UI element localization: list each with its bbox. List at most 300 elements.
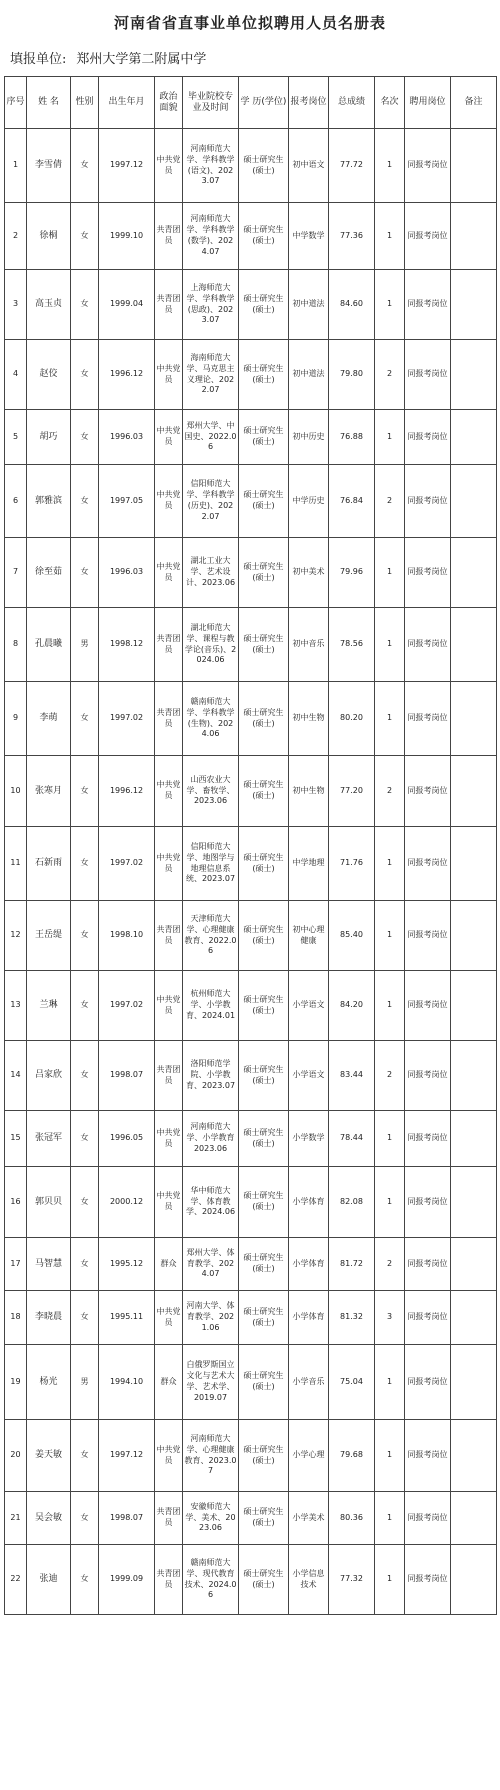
row-hire-post: 同报考岗位 — [405, 340, 451, 410]
row-politics: 中共党员 — [155, 971, 183, 1041]
row-number: 20 — [5, 1420, 27, 1492]
row-gender: 男 — [71, 608, 99, 682]
row-school: 河南师范大学、心理健康教育、2023.07 — [183, 1420, 239, 1492]
row-degree: 硕士研究生(硕士) — [239, 1111, 289, 1167]
row-rank: 1 — [375, 608, 405, 682]
row-gender: 女 — [71, 827, 99, 901]
row-name: 徐至茹 — [27, 538, 71, 608]
row-note — [451, 901, 497, 971]
row-note — [451, 1492, 497, 1545]
row-note — [451, 608, 497, 682]
header-cell: 姓 名 — [27, 77, 71, 129]
row-hire-post: 同报考岗位 — [405, 1111, 451, 1167]
row-score: 79.96 — [329, 538, 375, 608]
row-hire-post: 同报考岗位 — [405, 1041, 451, 1111]
row-rank: 2 — [375, 756, 405, 827]
row-school: 上海师范大学、学科教学(思政)、2023.07 — [183, 270, 239, 340]
table-row — [5, 1041, 497, 1111]
row-number: 16 — [5, 1167, 27, 1238]
row-politics: 群众 — [155, 1238, 183, 1291]
row-number: 18 — [5, 1291, 27, 1345]
row-note — [451, 270, 497, 340]
row-name: 兰琳 — [27, 971, 71, 1041]
row-number: 19 — [5, 1345, 27, 1420]
header-cell: 学 历(学位) — [239, 77, 289, 129]
row-name: 郭雅滨 — [27, 465, 71, 538]
row-post: 初中美术 — [289, 538, 329, 608]
table-row — [5, 129, 497, 203]
row-gender: 女 — [71, 340, 99, 410]
row-number: 1 — [5, 129, 27, 203]
row-score: 84.60 — [329, 270, 375, 340]
row-number: 22 — [5, 1545, 27, 1615]
row-gender: 女 — [71, 1167, 99, 1238]
row-birth: 1998.07 — [99, 1041, 155, 1111]
register-body — [5, 129, 497, 1615]
row-name: 李雪倩 — [27, 129, 71, 203]
row-post: 小学数学 — [289, 1111, 329, 1167]
row-birth: 1999.04 — [99, 270, 155, 340]
table-row — [5, 756, 497, 827]
header-row — [5, 77, 497, 129]
row-birth: 1997.02 — [99, 971, 155, 1041]
row-school: 洛阳师范学院、小学教育、2023.07 — [183, 1041, 239, 1111]
row-gender: 女 — [71, 465, 99, 538]
table-row — [5, 901, 497, 971]
row-name: 张迪 — [27, 1545, 71, 1615]
row-gender: 女 — [71, 1111, 99, 1167]
row-name: 石新雨 — [27, 827, 71, 901]
row-note — [451, 1545, 497, 1615]
row-hire-post: 同报考岗位 — [405, 203, 451, 270]
row-politics: 共青团员 — [155, 203, 183, 270]
row-note — [451, 1291, 497, 1345]
row-name: 赵佼 — [27, 340, 71, 410]
row-number: 17 — [5, 1238, 27, 1291]
row-politics: 中共党员 — [155, 1291, 183, 1345]
row-score: 82.08 — [329, 1167, 375, 1238]
table-row — [5, 608, 497, 682]
table-row — [5, 340, 497, 410]
row-name: 马智慧 — [27, 1238, 71, 1291]
row-rank: 1 — [375, 203, 405, 270]
row-school: 信阳师范大学、学科教学(历史)、2022.07 — [183, 465, 239, 538]
row-degree: 硕士研究生(硕士) — [239, 203, 289, 270]
row-name: 吕家欣 — [27, 1041, 71, 1111]
row-score: 85.40 — [329, 901, 375, 971]
row-name: 杨光 — [27, 1345, 71, 1420]
row-rank: 1 — [375, 1545, 405, 1615]
table-row — [5, 971, 497, 1041]
row-hire-post: 同报考岗位 — [405, 410, 451, 465]
row-politics: 共青团员 — [155, 1545, 183, 1615]
row-number: 10 — [5, 756, 27, 827]
row-gender: 女 — [71, 410, 99, 465]
row-post: 初中心理健康 — [289, 901, 329, 971]
row-number: 6 — [5, 465, 27, 538]
row-post: 小学体育 — [289, 1291, 329, 1345]
row-degree: 硕士研究生(硕士) — [239, 1492, 289, 1545]
table-row — [5, 538, 497, 608]
row-degree: 硕士研究生(硕士) — [239, 538, 289, 608]
row-number: 12 — [5, 901, 27, 971]
row-score: 78.44 — [329, 1111, 375, 1167]
row-hire-post: 同报考岗位 — [405, 270, 451, 340]
row-rank: 1 — [375, 410, 405, 465]
row-name: 胡巧 — [27, 410, 71, 465]
row-hire-post: 同报考岗位 — [405, 971, 451, 1041]
row-rank: 1 — [375, 682, 405, 756]
row-school: 湖北工业大学、艺术设计、2023.06 — [183, 538, 239, 608]
row-degree: 硕士研究生(硕士) — [239, 270, 289, 340]
row-degree: 硕士研究生(硕士) — [239, 340, 289, 410]
header-cell: 毕业院校专业及时间 — [183, 77, 239, 129]
row-note — [451, 340, 497, 410]
header-cell: 政治面貌 — [155, 77, 183, 129]
row-school: 海南师范大学、马克思主义理论、2022.07 — [183, 340, 239, 410]
row-school: 华中师范大学、体育教学、2024.06 — [183, 1167, 239, 1238]
row-politics: 共青团员 — [155, 901, 183, 971]
row-degree: 硕士研究生(硕士) — [239, 1545, 289, 1615]
row-school: 赣南师范大学、现代教育技术、2024.06 — [183, 1545, 239, 1615]
table-row — [5, 1238, 497, 1291]
row-name: 高玉贞 — [27, 270, 71, 340]
row-number: 14 — [5, 1041, 27, 1111]
row-note — [451, 203, 497, 270]
row-degree: 硕士研究生(硕士) — [239, 1291, 289, 1345]
row-degree: 硕士研究生(硕士) — [239, 901, 289, 971]
row-note — [451, 410, 497, 465]
row-degree: 硕士研究生(硕士) — [239, 410, 289, 465]
row-score: 83.44 — [329, 1041, 375, 1111]
row-birth: 1999.09 — [99, 1545, 155, 1615]
header-cell: 性别 — [71, 77, 99, 129]
row-score: 84.20 — [329, 971, 375, 1041]
row-number: 11 — [5, 827, 27, 901]
row-birth: 2000.12 — [99, 1167, 155, 1238]
row-school: 河南师范大学、小学教育2023.06 — [183, 1111, 239, 1167]
row-post: 小学信息技术 — [289, 1545, 329, 1615]
row-post: 小学心理 — [289, 1420, 329, 1492]
table-row — [5, 1420, 497, 1492]
row-note — [451, 1238, 497, 1291]
row-hire-post: 同报考岗位 — [405, 1238, 451, 1291]
row-post: 初中语文 — [289, 129, 329, 203]
row-rank: 3 — [375, 1291, 405, 1345]
row-post: 小学语文 — [289, 1041, 329, 1111]
header-cell: 出生年月 — [99, 77, 155, 129]
row-school: 郑州大学、体育教学、2024.07 — [183, 1238, 239, 1291]
row-name: 张寒月 — [27, 756, 71, 827]
row-degree: 硕士研究生(硕士) — [239, 465, 289, 538]
row-note — [451, 538, 497, 608]
row-score: 71.76 — [329, 827, 375, 901]
row-politics: 中共党员 — [155, 756, 183, 827]
table-row — [5, 465, 497, 538]
row-hire-post: 同报考岗位 — [405, 901, 451, 971]
row-degree: 硕士研究生(硕士) — [239, 827, 289, 901]
row-birth: 1997.12 — [99, 1420, 155, 1492]
table-row — [5, 1291, 497, 1345]
row-rank: 1 — [375, 971, 405, 1041]
row-birth: 1996.12 — [99, 756, 155, 827]
row-score: 77.32 — [329, 1545, 375, 1615]
row-score: 79.80 — [329, 340, 375, 410]
row-degree: 硕士研究生(硕士) — [239, 1345, 289, 1420]
row-score: 77.20 — [329, 756, 375, 827]
table-row — [5, 270, 497, 340]
row-politics: 共青团员 — [155, 1041, 183, 1111]
row-hire-post: 同报考岗位 — [405, 608, 451, 682]
header-cell: 总成绩 — [329, 77, 375, 129]
row-hire-post: 同报考岗位 — [405, 1545, 451, 1615]
unit-line — [10, 48, 216, 67]
row-politics: 共青团员 — [155, 682, 183, 756]
row-birth: 1998.12 — [99, 608, 155, 682]
row-note — [451, 1041, 497, 1111]
table-row — [5, 1167, 497, 1238]
row-score: 81.72 — [329, 1238, 375, 1291]
row-school: 白俄罗斯国立文化与艺术大学、艺术学、2019.07 — [183, 1345, 239, 1420]
row-post: 中学数学 — [289, 203, 329, 270]
header-cell: 名次 — [375, 77, 405, 129]
table-row — [5, 1492, 497, 1545]
row-number: 15 — [5, 1111, 27, 1167]
row-post: 小学体育 — [289, 1238, 329, 1291]
row-post: 小学美术 — [289, 1492, 329, 1545]
row-gender: 女 — [71, 1238, 99, 1291]
row-post: 初中道法 — [289, 270, 329, 340]
row-school: 湖北师范大学、课程与教学论(音乐)、2024.06 — [183, 608, 239, 682]
row-number: 2 — [5, 203, 27, 270]
row-degree: 硕士研究生(硕士) — [239, 1238, 289, 1291]
row-rank: 1 — [375, 1111, 405, 1167]
row-politics: 中共党员 — [155, 410, 183, 465]
row-school: 信阳师范大学、地图学与地理信息系统、2023.07 — [183, 827, 239, 901]
row-score: 76.88 — [329, 410, 375, 465]
row-birth: 1997.02 — [99, 682, 155, 756]
row-number: 3 — [5, 270, 27, 340]
row-post: 初中历史 — [289, 410, 329, 465]
row-birth: 1994.10 — [99, 1345, 155, 1420]
row-school: 安徽师范大学、美术、2023.06 — [183, 1492, 239, 1545]
row-rank: 1 — [375, 1167, 405, 1238]
row-politics: 中共党员 — [155, 129, 183, 203]
row-number: 8 — [5, 608, 27, 682]
row-score: 75.04 — [329, 1345, 375, 1420]
row-hire-post: 同报考岗位 — [405, 1291, 451, 1345]
row-school: 赣南师范大学、学科教学(生物)、2024.06 — [183, 682, 239, 756]
row-score: 79.68 — [329, 1420, 375, 1492]
row-school: 天津师范大学、心理健康教育、2022.06 — [183, 901, 239, 971]
row-birth: 1996.12 — [99, 340, 155, 410]
row-name: 吴会敏 — [27, 1492, 71, 1545]
row-gender: 男 — [71, 1345, 99, 1420]
row-politics: 中共党员 — [155, 827, 183, 901]
row-rank: 2 — [375, 340, 405, 410]
table-row — [5, 827, 497, 901]
row-school: 郑州大学、中国史、2022.06 — [183, 410, 239, 465]
row-rank: 1 — [375, 827, 405, 901]
row-birth: 1998.10 — [99, 901, 155, 971]
row-birth: 1997.05 — [99, 465, 155, 538]
row-number: 5 — [5, 410, 27, 465]
row-birth: 1997.12 — [99, 129, 155, 203]
row-school: 山西农业大学、畜牧学、2023.06 — [183, 756, 239, 827]
row-hire-post: 同报考岗位 — [405, 682, 451, 756]
row-number: 4 — [5, 340, 27, 410]
row-gender: 女 — [71, 1492, 99, 1545]
row-degree: 硕士研究生(硕士) — [239, 1420, 289, 1492]
row-politics: 共青团员 — [155, 608, 183, 682]
row-name: 姜天敏 — [27, 1420, 71, 1492]
header-cell: 聘用岗位 — [405, 77, 451, 129]
table-row — [5, 1345, 497, 1420]
row-gender: 女 — [71, 1291, 99, 1345]
document-title: 河南省省直事业单位拟聘用人员名册表 — [113, 14, 386, 32]
row-note — [451, 971, 497, 1041]
row-politics: 中共党员 — [155, 465, 183, 538]
row-rank: 1 — [375, 270, 405, 340]
header-cell: 备注 — [451, 77, 497, 129]
row-politics: 中共党员 — [155, 340, 183, 410]
header-cell: 报考岗位 — [289, 77, 329, 129]
row-school: 河南师范大学、学科教学(语文)、2023.07 — [183, 129, 239, 203]
row-politics: 共青团员 — [155, 1492, 183, 1545]
row-post: 小学体育 — [289, 1167, 329, 1238]
register-table — [4, 76, 497, 1615]
row-politics: 中共党员 — [155, 1111, 183, 1167]
row-score: 78.56 — [329, 608, 375, 682]
row-degree: 硕士研究生(硕士) — [239, 682, 289, 756]
row-name: 张冠军 — [27, 1111, 71, 1167]
row-score: 80.36 — [329, 1492, 375, 1545]
header-cell: 序号 — [5, 77, 27, 129]
row-gender: 女 — [71, 1420, 99, 1492]
row-birth: 1997.02 — [99, 827, 155, 901]
row-rank: 1 — [375, 1345, 405, 1420]
row-birth: 1996.05 — [99, 1111, 155, 1167]
table-row — [5, 682, 497, 756]
row-hire-post: 同报考岗位 — [405, 129, 451, 203]
row-birth: 1995.12 — [99, 1238, 155, 1291]
row-note — [451, 1111, 497, 1167]
row-note — [451, 465, 497, 538]
table-row — [5, 1111, 497, 1167]
row-note — [451, 1420, 497, 1492]
row-number: 13 — [5, 971, 27, 1041]
row-birth: 1996.03 — [99, 538, 155, 608]
row-post: 小学音乐 — [289, 1345, 329, 1420]
row-birth: 1995.11 — [99, 1291, 155, 1345]
row-post: 初中生物 — [289, 682, 329, 756]
row-gender: 女 — [71, 682, 99, 756]
row-post: 小学语文 — [289, 971, 329, 1041]
row-score: 76.84 — [329, 465, 375, 538]
row-rank: 1 — [375, 901, 405, 971]
row-rank: 2 — [375, 1238, 405, 1291]
row-birth: 1998.07 — [99, 1492, 155, 1545]
row-score: 80.20 — [329, 682, 375, 756]
row-score: 77.36 — [329, 203, 375, 270]
row-degree: 硕士研究生(硕士) — [239, 1167, 289, 1238]
row-rank: 1 — [375, 129, 405, 203]
row-gender: 女 — [71, 756, 99, 827]
row-school: 河南大学、体育教学、2021.06 — [183, 1291, 239, 1345]
row-politics: 中共党员 — [155, 1167, 183, 1238]
row-gender: 女 — [71, 1545, 99, 1615]
row-rank: 1 — [375, 1492, 405, 1545]
row-rank: 2 — [375, 465, 405, 538]
row-birth: 1996.03 — [99, 410, 155, 465]
row-note — [451, 1167, 497, 1238]
row-score: 81.32 — [329, 1291, 375, 1345]
row-degree: 硕士研究生(硕士) — [239, 129, 289, 203]
row-degree: 硕士研究生(硕士) — [239, 1041, 289, 1111]
row-name: 李晓晨 — [27, 1291, 71, 1345]
row-hire-post: 同报考岗位 — [405, 538, 451, 608]
table-row — [5, 1545, 497, 1615]
row-gender: 女 — [71, 538, 99, 608]
row-post: 初中生物 — [289, 756, 329, 827]
row-rank: 1 — [375, 1420, 405, 1492]
row-post: 初中道法 — [289, 340, 329, 410]
row-degree: 硕士研究生(硕士) — [239, 971, 289, 1041]
row-hire-post: 同报考岗位 — [405, 756, 451, 827]
table-row — [5, 410, 497, 465]
row-gender: 女 — [71, 1041, 99, 1111]
row-gender: 女 — [71, 270, 99, 340]
row-note — [451, 129, 497, 203]
unit-name: 郑州大学第二附属中学 — [76, 52, 207, 67]
row-politics: 中共党员 — [155, 538, 183, 608]
row-note — [451, 1345, 497, 1420]
row-hire-post: 同报考岗位 — [405, 1420, 451, 1492]
row-gender: 女 — [71, 203, 99, 270]
row-post: 初中音乐 — [289, 608, 329, 682]
row-note — [451, 682, 497, 756]
row-degree: 硕士研究生(硕士) — [239, 756, 289, 827]
row-name: 李萌 — [27, 682, 71, 756]
row-post: 中学地理 — [289, 827, 329, 901]
row-school: 河南师范大学、学科教学(数学)、2024.07 — [183, 203, 239, 270]
row-degree: 硕士研究生(硕士) — [239, 608, 289, 682]
row-birth: 1999.10 — [99, 203, 155, 270]
table-row — [5, 203, 497, 270]
row-politics: 共青团员 — [155, 270, 183, 340]
row-school: 杭州师范大学、小学教育、2024.01 — [183, 971, 239, 1041]
row-hire-post: 同报考岗位 — [405, 465, 451, 538]
row-score: 77.72 — [329, 129, 375, 203]
row-hire-post: 同报考岗位 — [405, 827, 451, 901]
row-gender: 女 — [71, 971, 99, 1041]
row-number: 7 — [5, 538, 27, 608]
row-politics: 中共党员 — [155, 1420, 183, 1492]
row-number: 9 — [5, 682, 27, 756]
row-hire-post: 同报考岗位 — [405, 1492, 451, 1545]
row-name: 孔晨曦 — [27, 608, 71, 682]
row-name: 徐桐 — [27, 203, 71, 270]
row-rank: 2 — [375, 1041, 405, 1111]
row-post: 中学历史 — [289, 465, 329, 538]
row-note — [451, 756, 497, 827]
row-note — [451, 827, 497, 901]
row-hire-post: 同报考岗位 — [405, 1167, 451, 1238]
row-gender: 女 — [71, 129, 99, 203]
row-rank: 1 — [375, 538, 405, 608]
row-name: 王岳缇 — [27, 901, 71, 971]
row-gender: 女 — [71, 901, 99, 971]
